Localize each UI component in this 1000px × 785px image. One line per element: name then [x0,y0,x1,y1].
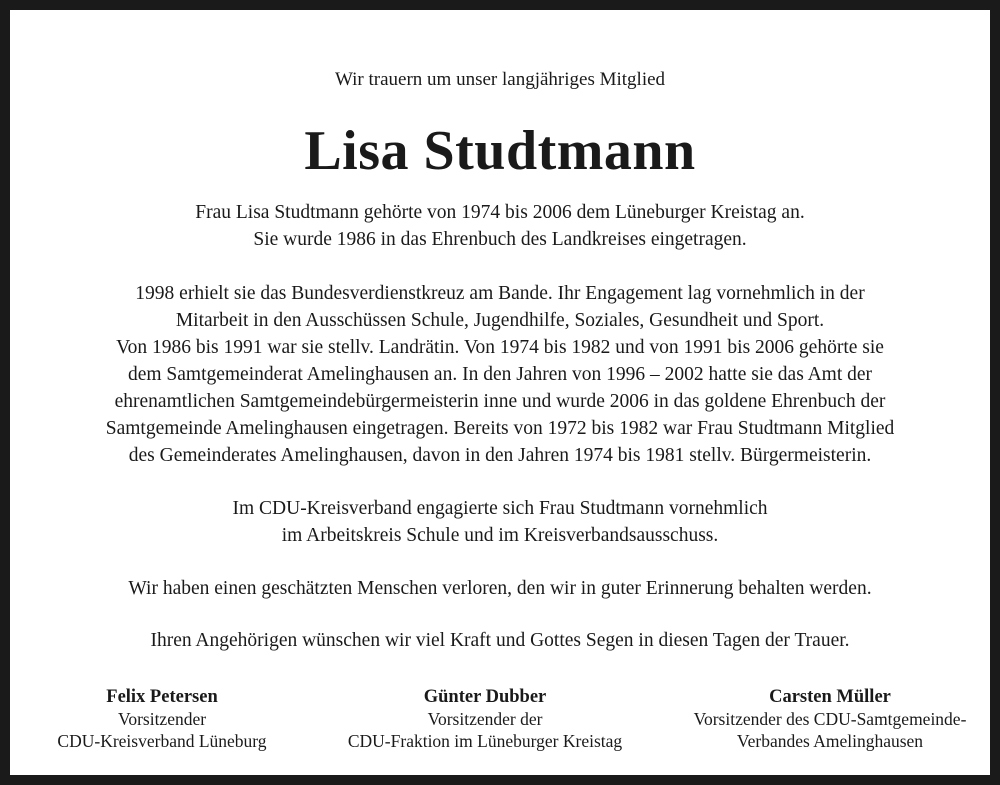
text-line: Mitarbeit in den Ausschüssen Schule, Jugendhilfe, Soziales, Gesundheit und Sport. [175,310,825,331]
paragraph-kreistag [20,199,980,253]
text-line: ehrenamtlichen Samtgemeindebürgermeisterin inne und wurde 2006 in das goldene Ehrenbuch der [114,391,886,412]
paragraph-remembrance [20,575,980,602]
paragraph-career [20,280,980,469]
text-line: Wir haben einen geschätzten Menschen verloren, den wir in guter Erinnerung behalten werden. [128,578,872,599]
obituary-content [20,10,980,775]
text-line: Frau Lisa Studtmann gehörte von 1974 bis 2006 dem Lüneburger Kreistag an. [195,202,805,223]
text-line: des Gemeinderates Amelinghausen, davon in den Jahren 1974 bis 1981 stellv. Bürgermeisterin. [128,445,872,466]
signatory-organization: CDU-Fraktion im Lüneburger Kreistag [347,731,623,751]
signatory-title: Vorsitzender des CDU-Samtgemeinde- [693,709,967,729]
signature-block [320,686,650,752]
signatory-title: Vorsitzender der [427,709,543,729]
text-line: dem Samtgemeinderat Amelinghausen an. In den Jahren von 1996 – 2002 hatte sie das Amt der [127,364,873,385]
text-line: 1998 erhielt sie das Bundesverdienstkreuz am Bande. Ihr Engagement lag vornehmlich in der [135,283,865,304]
text-line: Sie wurde 1986 in das Ehrenbuch des Landkreises eingetragen. [253,229,747,250]
paragraph-cdu [20,495,980,549]
paragraph-condolence [20,627,980,654]
signatory-name: Felix Petersen [106,687,218,707]
signatory-organization: CDU-Kreisverband Lüneburg [57,731,267,751]
signatory-name: Günter Dubber [423,687,547,707]
signature-block [660,686,1000,752]
deceased-name: Lisa Studtmann [304,120,696,182]
signatory-organization: Verbandes Amelinghausen [736,731,924,751]
text-line: Ihren Angehörigen wünschen wir viel Kraft und Gottes Segen in diesen Tagen der Trauer. [150,630,850,651]
text-line: im Arbeitskreis Schule und im Kreisverbandsausschuss. [281,525,719,546]
text-line: Von 1986 bis 1991 war sie stellv. Landrätin. Von 1974 bis 1982 und von 1991 bis 2006 gehörte sie [116,337,884,358]
signatory-title: Vorsitzender [117,709,207,729]
text-line: Im CDU-Kreisverband engagierte sich Frau Studtmann vornehmlich [232,498,768,519]
signature-block [42,686,282,752]
intro-line: Wir trauern um unser langjähriges Mitglied [334,69,666,90]
text-line: Samtgemeinde Amelinghausen eingetragen. Bereits von 1972 bis 1982 war Frau Studtmann Mitglied [105,418,895,439]
signatory-name: Carsten Müller [769,687,891,707]
